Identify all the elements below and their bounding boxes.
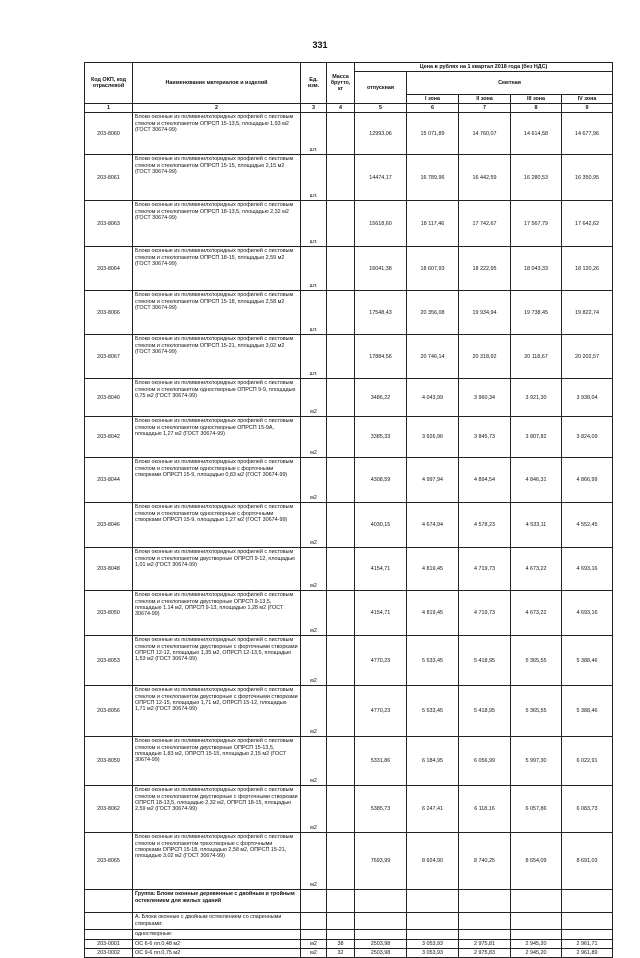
zone4-price: 14 677,96 — [562, 113, 613, 155]
zone3-price: 2 945,20 — [511, 939, 562, 948]
group-title: Группа: Блоки оконные деревянные с двойным и тройным остеклением для жилых зданий — [133, 890, 301, 913]
table-row — [85, 291, 613, 335]
product-code: 203-8063 — [85, 201, 133, 247]
zone2-price: 19 934,94 — [459, 291, 511, 335]
mass-cell: 32 — [327, 948, 355, 957]
zone1-price: 5 533,45 — [407, 686, 459, 737]
unit-cell: м2 — [301, 939, 327, 948]
product-code: 203-0001 — [85, 939, 133, 948]
zone2-price: 17 742,67 — [459, 201, 511, 247]
product-code: 203-8046 — [85, 503, 133, 548]
zone4-price: 2 961,89 — [562, 948, 613, 957]
header-price-title: Цена в рублях на 1 квартал 2018 года (без НДС) — [355, 63, 613, 72]
product-name: Блоки оконные из поливинилхлоридных профилей с листовым стеклом и стеклопакетом ОПРСП 18-13,5, площадью 2,32 м2 (ГОСТ 30674-99) — [133, 201, 301, 247]
release-price: 5385,73 — [355, 786, 407, 833]
zone4-price: 6 022,91 — [562, 737, 613, 786]
zone3-price: 5 365,55 — [511, 686, 562, 737]
product-code: 203-8060 — [85, 113, 133, 155]
product-code: 203-8050 — [85, 591, 133, 636]
unit-cell: м2 — [301, 417, 327, 458]
mass-cell: 38 — [327, 939, 355, 948]
zone3-price: 5 365,55 — [511, 636, 562, 686]
zone1-price: 3 053,93 — [407, 939, 459, 948]
zone1-price: 6 247,41 — [407, 786, 459, 833]
zone1-price: 20 356,08 — [407, 291, 459, 335]
table-row — [85, 636, 613, 686]
mass-cell — [327, 686, 355, 737]
group-title-row — [85, 890, 613, 913]
unit-cell: м2 — [301, 548, 327, 591]
table-row — [85, 113, 613, 155]
release-price: 7693,99 — [355, 833, 407, 890]
product-code: 203-0002 — [85, 948, 133, 957]
unit-cell: м2 — [301, 591, 327, 636]
zone1-price: 4 997,94 — [407, 458, 459, 503]
zone1-price: 3 926,96 — [407, 417, 459, 458]
release-price: 5331,86 — [355, 737, 407, 786]
unit-cell: м2 — [301, 833, 327, 890]
zone2-price: 8 740,25 — [459, 833, 511, 890]
product-code: 203-8061 — [85, 155, 133, 201]
column-numbers-row — [85, 104, 613, 113]
zone4-price: 3 824,09 — [562, 417, 613, 458]
zone2-price: 3 960,34 — [459, 379, 511, 417]
table-row — [85, 686, 613, 737]
price-table — [84, 62, 613, 958]
product-code: 203-8064 — [85, 247, 133, 291]
product-name: Блоки оконные из поливинилхлоридных профилей с листовым стеклом и стеклопакетом ОПРСП 15-21, площадью 3,02 м2 (ГОСТ 30674-99) — [133, 335, 301, 379]
table-row — [85, 591, 613, 636]
col-num: 1 — [85, 104, 133, 113]
zone2-price: 4 894,54 — [459, 458, 511, 503]
zone3-price: 4 673,22 — [511, 591, 562, 636]
zone3-price: 4 533,11 — [511, 503, 562, 548]
col-num: 3 — [301, 104, 327, 113]
product-code: 203-8048 — [85, 548, 133, 591]
table-body — [85, 113, 613, 890]
header-mass: Масса брутто, кг — [327, 63, 355, 104]
product-name: Блоки оконные из поливинилхлоридных профилей с листовым стеклом и стеклопакетом двустворные ОПРСП 9-12, площадью 1,01 м2 (ГОСТ 30674-99) — [133, 548, 301, 591]
mass-cell — [327, 737, 355, 786]
group-subtitle2-row — [85, 930, 613, 939]
zone1-price: 3 053,93 — [407, 948, 459, 957]
zone2-price: 6 056,99 — [459, 737, 511, 786]
zone2-price: 20 318,92 — [459, 335, 511, 379]
col-num: 7 — [459, 104, 511, 113]
product-code: 203-8042 — [85, 417, 133, 458]
mass-cell — [327, 291, 355, 335]
release-price: 17884,56 — [355, 335, 407, 379]
zone3-price: 16 280,53 — [511, 155, 562, 201]
zone2-price: 18 222,95 — [459, 247, 511, 291]
zone3-price: 8 654,09 — [511, 833, 562, 890]
product-name: ОС 9-6 пл.0,75 м2 — [133, 948, 301, 957]
zone1-price: 18 607,93 — [407, 247, 459, 291]
product-code: 203-8040 — [85, 379, 133, 417]
table-row — [85, 948, 613, 957]
mass-cell — [327, 548, 355, 591]
table-row — [85, 335, 613, 379]
product-name: Блоки оконные из поливинилхлоридных профилей с листовым стеклом и стеклопакетом двустворные с форточными створками ОПРСП 18-13,5, площадью 2,32 м2, ОПРСП 18-15, площадью 2,59 м2 (ГОСТ 30674-99) — [133, 786, 301, 833]
zone2-price: 2 975,81 — [459, 939, 511, 948]
zone2-price: 14 760,07 — [459, 113, 511, 155]
zone3-price: 20 118,67 — [511, 335, 562, 379]
mass-cell — [327, 201, 355, 247]
header-zone4: IV зона — [562, 94, 613, 103]
zone1-price: 4 043,99 — [407, 379, 459, 417]
zone4-price: 4 693,16 — [562, 591, 613, 636]
zone3-price: 4 673,22 — [511, 548, 562, 591]
zone2-price: 4 578,23 — [459, 503, 511, 548]
unit-cell: шт. — [301, 335, 327, 379]
table-row — [85, 939, 613, 948]
product-code: 203-8059 — [85, 737, 133, 786]
zone2-price: 4 719,73 — [459, 591, 511, 636]
zone2-price: 2 975,83 — [459, 948, 511, 957]
zone4-price: 19 822,74 — [562, 291, 613, 335]
product-code: 203-8066 — [85, 291, 133, 335]
product-name: Блоки оконные из поливинилхлоридных профилей с листовым стеклом и стеклопакетом одностворные с форточными створками ОПРСП 15-9, площадью 0,83 м2 (ГОСТ 30674-99) — [133, 458, 301, 503]
mass-cell — [327, 417, 355, 458]
group-subtitle-row — [85, 913, 613, 930]
release-price: 4154,71 — [355, 548, 407, 591]
table-row — [85, 155, 613, 201]
mass-cell — [327, 503, 355, 548]
table-row — [85, 786, 613, 833]
col-num: 2 — [133, 104, 301, 113]
release-price: 17548,43 — [355, 291, 407, 335]
table-row — [85, 503, 613, 548]
zone1-price: 8 924,90 — [407, 833, 459, 890]
zone1-price: 4 819,45 — [407, 548, 459, 591]
header-name: Наименование материалов и изделий — [133, 63, 301, 104]
zone4-price: 4 693,16 — [562, 548, 613, 591]
unit-cell: м2 — [301, 948, 327, 957]
zone3-price: 6 057,86 — [511, 786, 562, 833]
zone1-price: 5 533,45 — [407, 636, 459, 686]
unit-cell: м2 — [301, 737, 327, 786]
group-subtitle2: одностворные: — [133, 930, 301, 939]
table-header — [85, 63, 613, 113]
release-price: 4770,23 — [355, 636, 407, 686]
zone2-price: 16 442,59 — [459, 155, 511, 201]
release-price: 3385,33 — [355, 417, 407, 458]
unit-cell: м2 — [301, 786, 327, 833]
product-name: Блоки оконные из поливинилхлоридных профилей с листовым стеклом и стеклопакетом ОПРСП 15-13,5, площадью 1,93 м2 (ГОСТ 30674-99) — [133, 113, 301, 155]
product-name: Блоки оконные из поливинилхлоридных профилей с листовым стеклом и стеклопакетом трехстворные с форточными створками ОПРСП 15-18, площадью 2,58 м2, ОПРСП 15-21, площадью 3,02 м2 (ГОСТ 30674-99) — [133, 833, 301, 890]
release-price: 4308,59 — [355, 458, 407, 503]
table-row — [85, 247, 613, 291]
product-name: Блоки оконные из поливинилхлоридных профилей с листовым стеклом и стеклопакетом двустворные с форточными створками ОПРСП 12-12, площадью 1,35 м2, ОПРСП 12-13,5, площадью 1,53 м2 (ГОСТ 30674-99) — [133, 636, 301, 686]
mass-cell — [327, 335, 355, 379]
header-code: Код ОКП, код отраслевой — [85, 63, 133, 104]
release-price: 4770,23 — [355, 686, 407, 737]
zone3-price: 19 738,45 — [511, 291, 562, 335]
release-price: 2503,98 — [355, 948, 407, 957]
product-name: Блоки оконные из поливинилхлоридных профилей с листовым стеклом и стеклопакетом ОПРСП 15-15, площадью 2,15 м2 (ГОСТ 30674-99) — [133, 155, 301, 201]
group-subtitle: А. Блоки оконные с двойным остеклением со спаренными створками: — [133, 913, 301, 930]
zone1-price: 18 117,46 — [407, 201, 459, 247]
zone4-price: 2 961,71 — [562, 939, 613, 948]
product-name: Блоки оконные из поливинилхлоридных профилей с листовым стеклом и стеклопакетом двустворные ОПРСП 9-13,5, площадью 1,14 м2, ОПРСП 9-13, площадью 1,28 м2 (ГОСТ 30674-99) — [133, 591, 301, 636]
table-row — [85, 833, 613, 890]
table-body-bottom — [85, 939, 613, 958]
table-row — [85, 379, 613, 417]
zone4-price: 5 388,46 — [562, 686, 613, 737]
page-number: 331 — [312, 40, 328, 50]
mass-cell — [327, 636, 355, 686]
zone4-price: 6 083,73 — [562, 786, 613, 833]
col-num: 6 — [407, 104, 459, 113]
zone1-price: 16 789,96 — [407, 155, 459, 201]
zone1-price: 15 071,89 — [407, 113, 459, 155]
table-row — [85, 201, 613, 247]
zone2-price: 4 719,73 — [459, 548, 511, 591]
zone3-price: 4 846,31 — [511, 458, 562, 503]
product-name: Блоки оконные из поливинилхлоридных профилей с листовым стеклом и стеклопакетом одностворные ОПРСП 15-9А, площадью 1,27 м2 (ГОСТ 30674-99) — [133, 417, 301, 458]
group-section — [85, 890, 613, 939]
zone1-price: 4 674,94 — [407, 503, 459, 548]
mass-cell — [327, 833, 355, 890]
header-zone2: II зона — [459, 94, 511, 103]
unit-cell: м2 — [301, 458, 327, 503]
product-code: 203-8067 — [85, 335, 133, 379]
zone3-price: 17 567,79 — [511, 201, 562, 247]
header-unit: Ед. изм. — [301, 63, 327, 104]
zone1-price: 20 746,14 — [407, 335, 459, 379]
product-name: Блоки оконные из поливинилхлоридных профилей с листовым стеклом и стеклопакетом ОПРСП 15-18, площадью 2,58 м2 (ГОСТ 30674-99) — [133, 291, 301, 335]
header-estimate: Сметная — [407, 72, 613, 94]
zone1-price: 4 819,45 — [407, 591, 459, 636]
table-row — [85, 458, 613, 503]
zone4-price: 20 202,57 — [562, 335, 613, 379]
header-zone3: III зона — [511, 94, 562, 103]
product-name: Блоки оконные из поливинилхлоридных профилей с листовым стеклом и стеклопакетом ОПРСП 18-15, площадью 2,59 м2 (ГОСТ 30674-99) — [133, 247, 301, 291]
zone4-price: 18 120,26 — [562, 247, 613, 291]
mass-cell — [327, 247, 355, 291]
zone3-price: 3 921,30 — [511, 379, 562, 417]
mass-cell — [327, 155, 355, 201]
zone4-price: 16 350,95 — [562, 155, 613, 201]
zone3-price: 18 043,33 — [511, 247, 562, 291]
unit-cell: шт. — [301, 113, 327, 155]
release-price: 2503,98 — [355, 939, 407, 948]
release-price: 3486,22 — [355, 379, 407, 417]
release-price: 4030,15 — [355, 503, 407, 548]
mass-cell — [327, 786, 355, 833]
zone1-price: 6 184,95 — [407, 737, 459, 786]
header-release: отпускная — [355, 72, 407, 104]
zone2-price: 5 418,95 — [459, 686, 511, 737]
zone2-price: 5 418,95 — [459, 636, 511, 686]
zone4-price: 4 866,99 — [562, 458, 613, 503]
release-price: 14474,17 — [355, 155, 407, 201]
col-num: 8 — [511, 104, 562, 113]
unit-cell: м2 — [301, 686, 327, 737]
product-name: Блоки оконные из поливинилхлоридных профилей с листовым стеклом и стеклопакетом одностворные с форточными створками ОПРСП 15-9, площадью 1,27 м2 (ГОСТ 30674-99) — [133, 503, 301, 548]
col-num: 5 — [355, 104, 407, 113]
zone2-price: 6 118,16 — [459, 786, 511, 833]
table-row — [85, 737, 613, 786]
mass-cell — [327, 113, 355, 155]
unit-cell: шт. — [301, 291, 327, 335]
zone4-price: 17 642,62 — [562, 201, 613, 247]
product-code: 203-8062 — [85, 786, 133, 833]
zone4-price: 8 691,03 — [562, 833, 613, 890]
zone3-price: 5 997,30 — [511, 737, 562, 786]
product-name: Блоки оконные из поливинилхлоридных профилей с листовым стеклом и стеклопакетом одностворные ОПРСП 9-9, площадью 0,75 м2 (ГОСТ 30674-99) — [133, 379, 301, 417]
col-num: 4 — [327, 104, 355, 113]
table-row — [85, 417, 613, 458]
release-price: 15618,60 — [355, 201, 407, 247]
unit-cell: м2 — [301, 636, 327, 686]
zone4-price: 4 552,45 — [562, 503, 613, 548]
mass-cell — [327, 458, 355, 503]
product-code: 203-8053 — [85, 636, 133, 686]
unit-cell: шт. — [301, 247, 327, 291]
product-name: Блоки оконные из поливинилхлоридных профилей с листовым стеклом и стеклопакетом двустворные ОПРСП 15-13,5, площадью 1,83 м2, ОПРСП 15-15, площадью 2,15 м2 (ГОСТ 30674-99) — [133, 737, 301, 786]
release-price: 16041,38 — [355, 247, 407, 291]
unit-cell: м2 — [301, 379, 327, 417]
unit-cell: шт. — [301, 201, 327, 247]
col-num: 9 — [562, 104, 613, 113]
release-price: 4154,71 — [355, 591, 407, 636]
mass-cell — [327, 379, 355, 417]
header-zone1: I зона — [407, 94, 459, 103]
table-row — [85, 548, 613, 591]
zone2-price: 3 845,73 — [459, 417, 511, 458]
unit-cell: м2 — [301, 503, 327, 548]
product-name: Блоки оконные из поливинилхлоридных профилей с листовым стеклом и стеклопакетом двустворные с форточными створками ОПРСП 12-15, площадью 1,71 м2, ОПРСП 15-12, площадью 1,71 м2 (ГОСТ 30674-99) — [133, 686, 301, 737]
product-code: 203-8056 — [85, 686, 133, 737]
mass-cell — [327, 591, 355, 636]
product-name: ОС 6-6 пл.0,48 м2 — [133, 939, 301, 948]
product-code: 203-8044 — [85, 458, 133, 503]
zone3-price: 14 614,58 — [511, 113, 562, 155]
release-price: 12993,06 — [355, 113, 407, 155]
zone4-price: 3 938,04 — [562, 379, 613, 417]
zone4-price: 5 388,46 — [562, 636, 613, 686]
unit-cell: шт. — [301, 155, 327, 201]
zone3-price: 3 807,82 — [511, 417, 562, 458]
product-code: 203-8065 — [85, 833, 133, 890]
zone3-price: 2 945,20 — [511, 948, 562, 957]
